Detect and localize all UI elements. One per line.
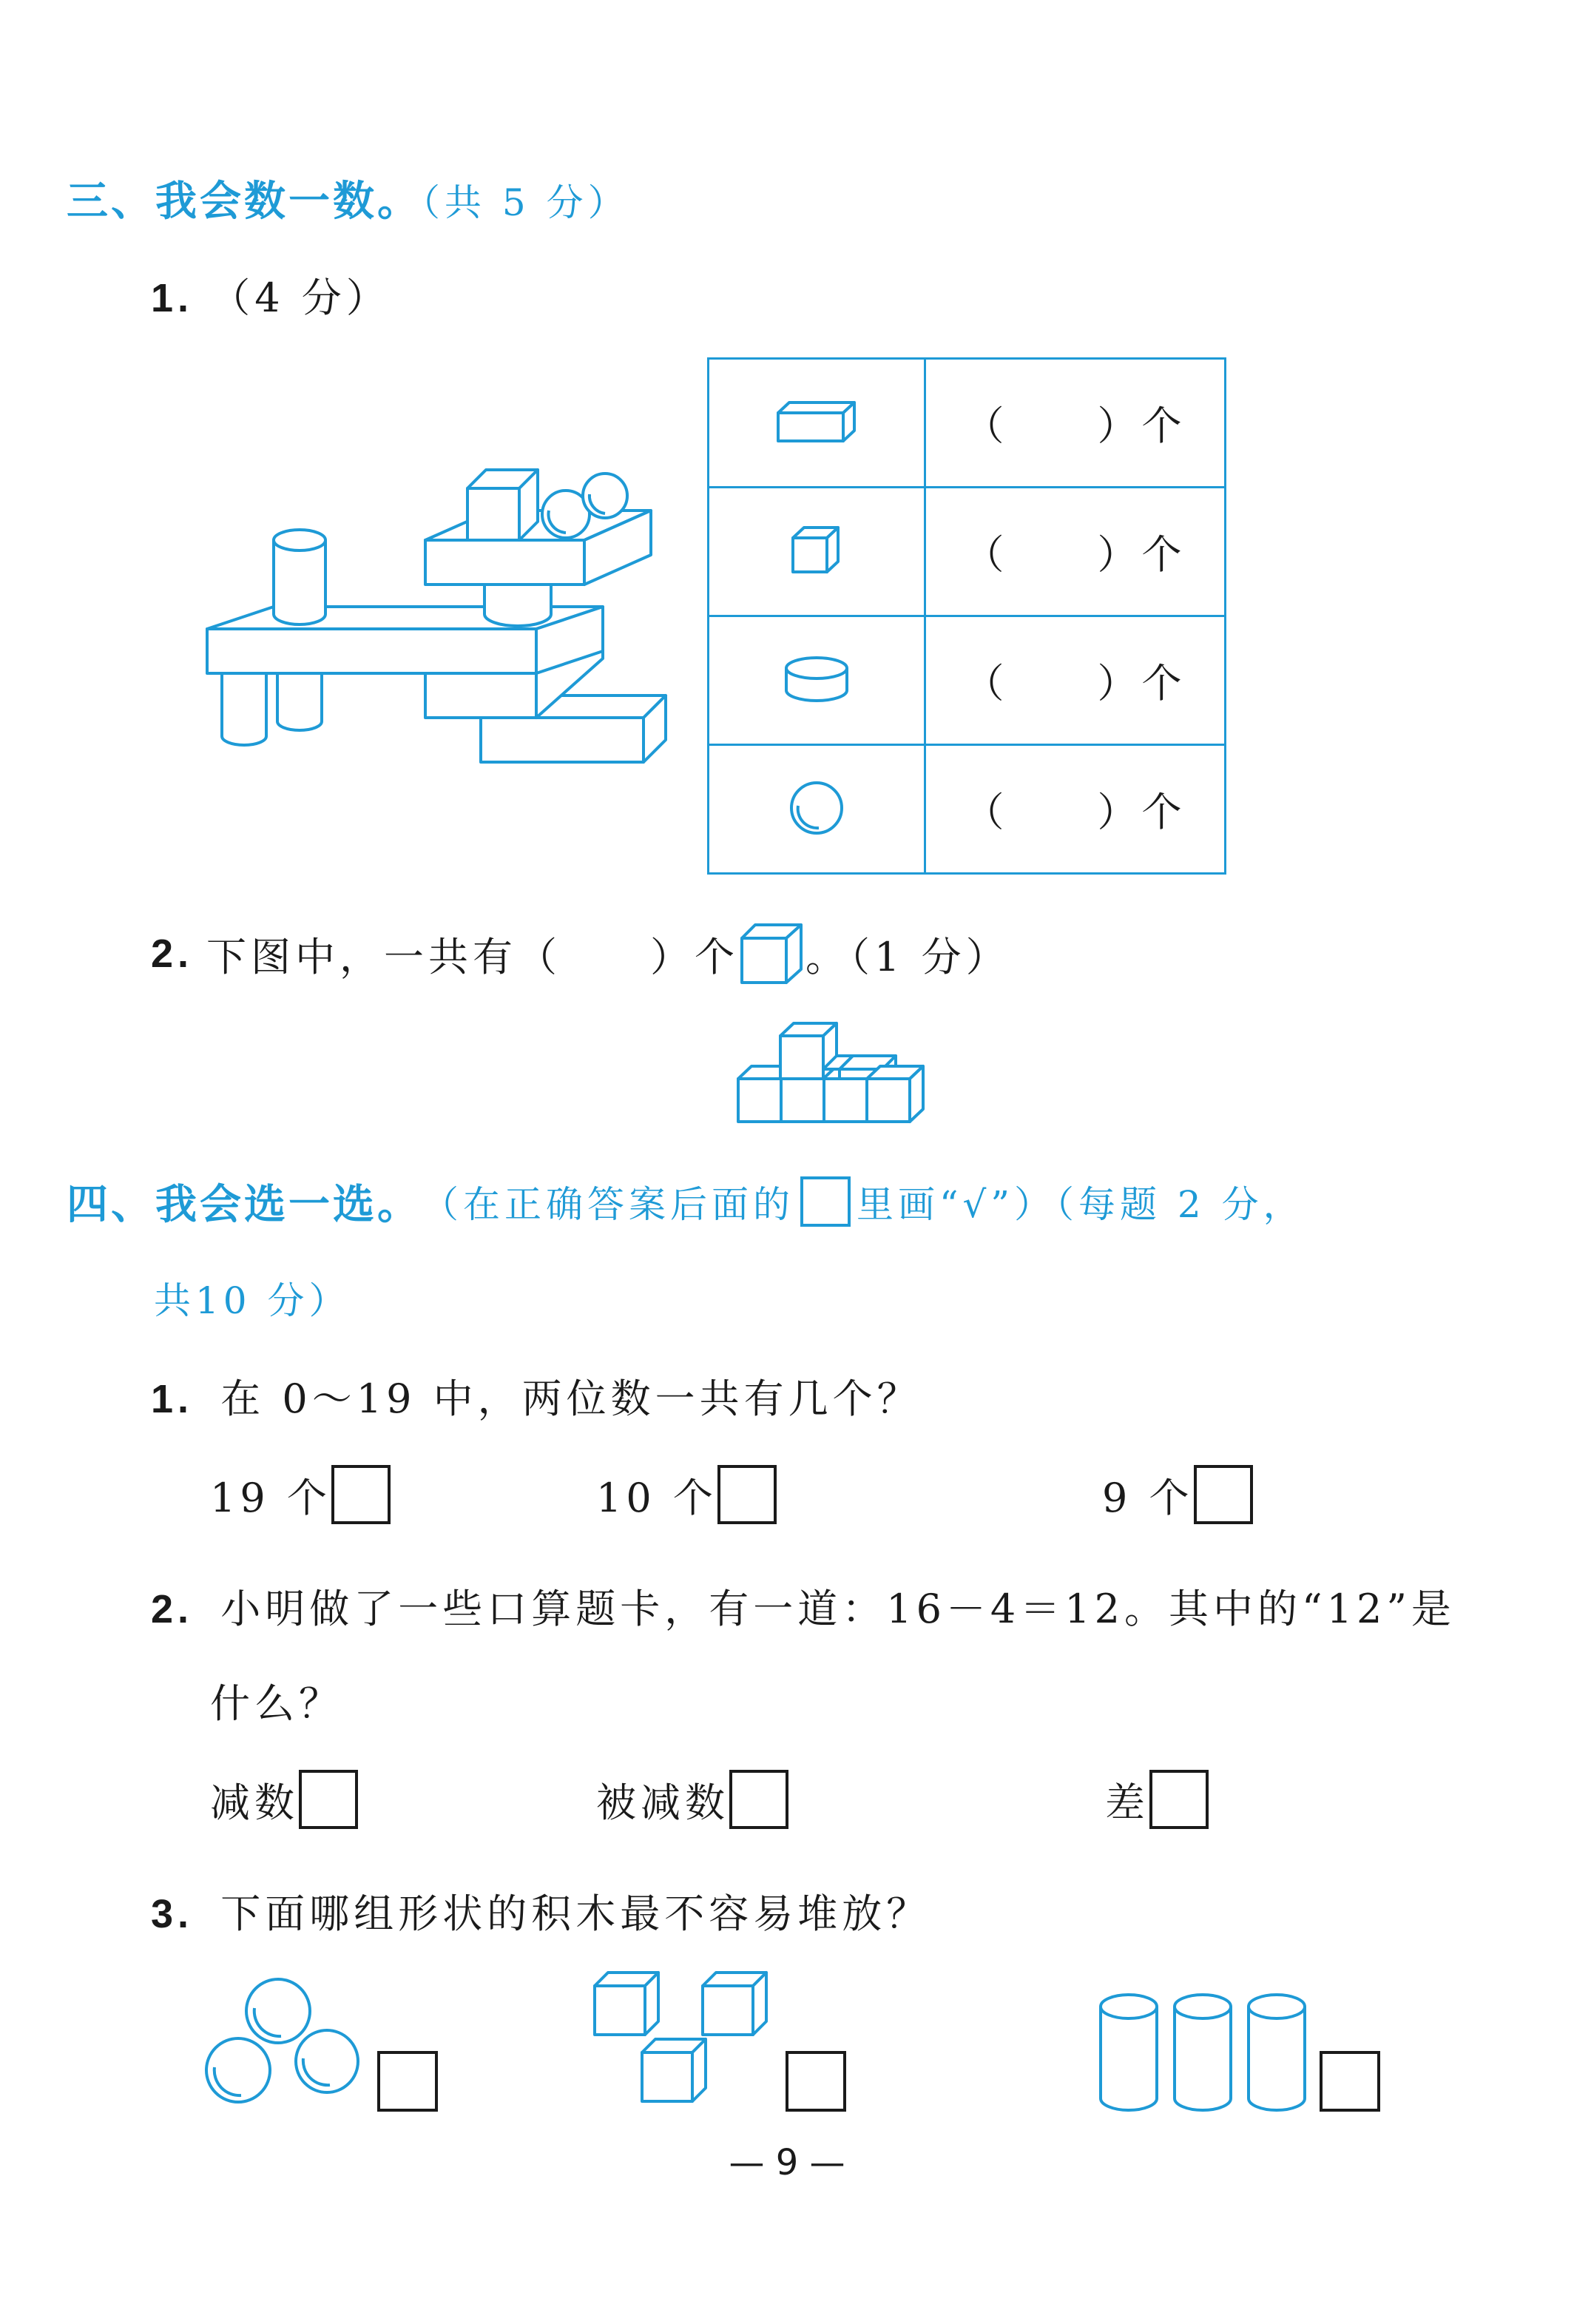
- cylinder-short: [484, 581, 551, 626]
- section4-note: （在正确答案后面的: [422, 1183, 794, 1226]
- count-blank: （ ）个: [964, 660, 1186, 707]
- answer-checkbox[interactable]: [1320, 2051, 1380, 2112]
- q4-3-line: [151, 1882, 930, 1939]
- q4-2-option-b: [596, 1770, 788, 1829]
- cube-front: [467, 488, 519, 540]
- section4-heading: [67, 1172, 1305, 1231]
- table-row: [709, 745, 1226, 874]
- q4-2-option-c: [1105, 1770, 1209, 1829]
- cylinders-group: [1098, 1990, 1312, 2116]
- cube-icon: [791, 525, 842, 576]
- option-label: 19 个: [210, 1474, 331, 1521]
- section3-score-note: （共 5 分）: [422, 181, 629, 224]
- table-row: [709, 488, 1226, 616]
- answer-box-icon: [800, 1176, 851, 1227]
- cube-stack-illustration: [736, 1017, 936, 1128]
- option-label: 差: [1105, 1779, 1149, 1826]
- question-text: 下面哪组形状的积木最不容易堆放？: [220, 1890, 931, 1937]
- table-row: [709, 359, 1226, 488]
- section3-title: 三、我会数一数。: [67, 178, 422, 226]
- answer-checkbox[interactable]: [729, 1770, 788, 1829]
- question-number: 3.: [151, 1892, 194, 1936]
- question-text: 在 0～19 中，两位数一共有几个？: [220, 1375, 922, 1422]
- q4-2-option-a: [210, 1770, 358, 1829]
- block-structure-illustration: [200, 466, 673, 777]
- question-text: 下图中，一共有（ ）个: [206, 933, 740, 980]
- answer-checkbox[interactable]: [299, 1770, 358, 1829]
- shape-count-table: [707, 357, 1226, 875]
- cylinder-tall-top: [274, 530, 325, 550]
- q4-1-option-b: [596, 1465, 777, 1524]
- cylinder-icon: [783, 655, 850, 704]
- q4-1-line: [151, 1367, 922, 1424]
- blank-cell[interactable]: [925, 616, 1226, 745]
- option-label: 减数: [210, 1779, 299, 1826]
- question-text: 小明做了一些口算题卡，有一道：16－4＝12。其中的“12”是: [220, 1586, 1456, 1632]
- cylinder-leg-2: [277, 673, 322, 730]
- question-number: 1.: [151, 1377, 194, 1421]
- q4-2-line-cont: [210, 1672, 343, 1729]
- question-text: 什么？: [210, 1680, 343, 1727]
- option-label: 被减数: [596, 1779, 729, 1826]
- blank-cell[interactable]: [925, 359, 1226, 488]
- question-number: 2.: [151, 1587, 194, 1631]
- cuboid-icon: [776, 400, 857, 444]
- shape-cell: [709, 359, 925, 488]
- q3-2-line: [151, 922, 1010, 986]
- cube-icon: [739, 922, 805, 986]
- question-text: 。（1 分）: [805, 933, 1010, 980]
- section4-note: 共10 分）: [154, 1279, 351, 1322]
- q4-2-line: [151, 1577, 1456, 1634]
- spheres-group: [204, 1974, 367, 2122]
- cylinder-leg-1: [222, 673, 266, 745]
- cylinder-tall-body: [274, 540, 325, 624]
- shape-cell: [709, 616, 925, 745]
- q3-1-header: [151, 266, 391, 323]
- answer-checkbox[interactable]: [1149, 1770, 1209, 1829]
- question-score: （4 分）: [210, 274, 391, 321]
- section4-title: 四、我会选一选。: [67, 1181, 422, 1229]
- option-label: 10 个: [596, 1474, 717, 1521]
- answer-checkbox[interactable]: [331, 1465, 391, 1524]
- tray-front: [425, 540, 584, 585]
- cubes-group: [592, 1968, 777, 2116]
- q4-1-option-c: [1102, 1465, 1253, 1524]
- count-blank: （ ）个: [964, 403, 1186, 449]
- question-number: 2.: [151, 932, 194, 976]
- sphere-icon: [788, 779, 845, 837]
- cuboid-mid-front: [425, 673, 536, 718]
- shape-cell: [709, 745, 925, 874]
- cuboid-bottom-front: [481, 718, 644, 762]
- q4-1-option-a: [210, 1465, 391, 1524]
- question-number: 1.: [151, 276, 194, 320]
- section4-heading-cont: [154, 1271, 351, 1324]
- section4-note: 里画“√”）（每题 2 分，: [857, 1183, 1305, 1226]
- blank-cell[interactable]: [925, 488, 1226, 616]
- shape-cell: [709, 488, 925, 616]
- answer-checkbox[interactable]: [1194, 1465, 1253, 1524]
- count-blank: （ ）个: [964, 531, 1186, 578]
- table-row: [709, 616, 1226, 745]
- page-number: [0, 2142, 1574, 2183]
- answer-checkbox[interactable]: [717, 1465, 777, 1524]
- blank-cell[interactable]: [925, 745, 1226, 874]
- option-label: 9 个: [1102, 1474, 1194, 1521]
- section3-heading: [67, 169, 629, 228]
- page-number-text: — 9 —: [729, 2142, 845, 2183]
- answer-checkbox[interactable]: [377, 2051, 438, 2112]
- count-blank: （ ）个: [964, 789, 1186, 835]
- plank-front: [207, 629, 536, 673]
- answer-checkbox[interactable]: [786, 2051, 846, 2112]
